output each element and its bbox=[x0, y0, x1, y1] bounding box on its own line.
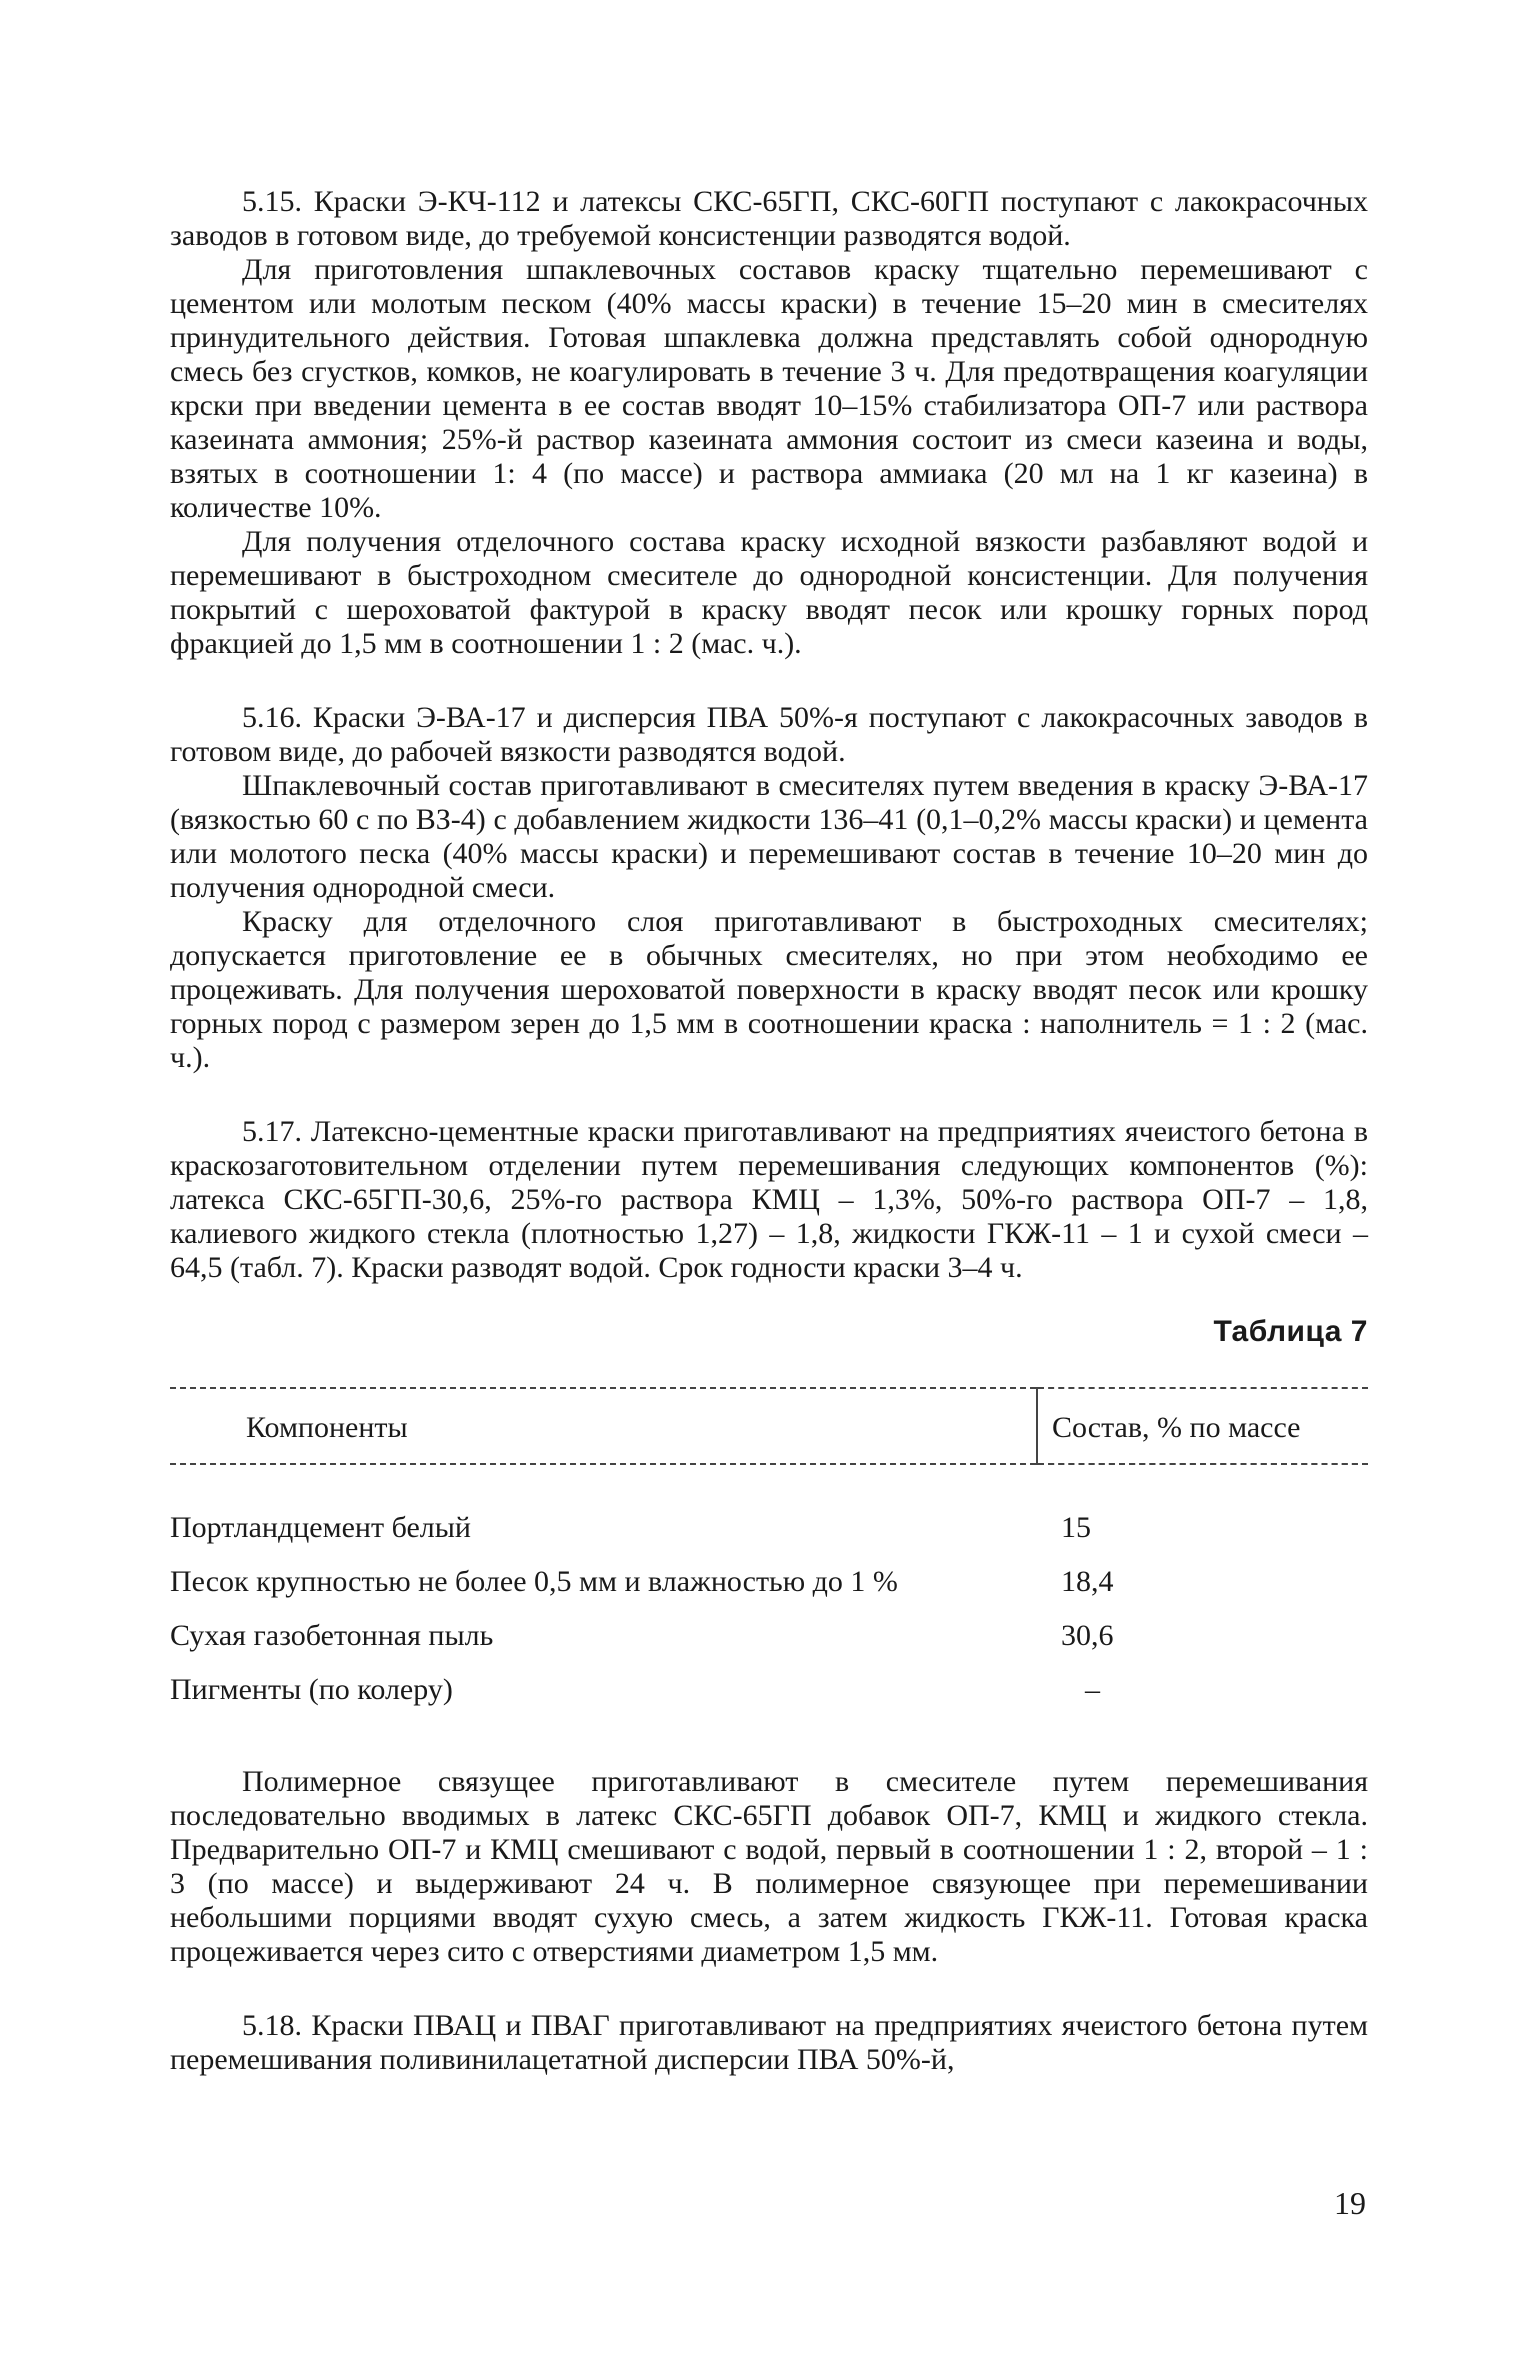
table-header-components: Компоненты bbox=[170, 1388, 1037, 1464]
section-5-18-paragraph-1: 5.18. Краски ПВАЦ и ПВАГ приготавливают на предприятиях ячеистого бетона путем перемешивания поливинилацетатной дисперсии ПВА 50%-й, bbox=[170, 2009, 1368, 2076]
section-5-15-paragraph-3: Для получения отделочного состава краску исходной вязкости разбавляют водой и перемешивают в быстроходном смесителе до однородной консистенции. Для получения покрытий с шероховатой фактурой в краску вводят песок или крошку горных пород фракцией до 1,5 мм в соотношении 1 : 2 (мас. ч.). bbox=[170, 525, 1368, 660]
components-table bbox=[170, 1387, 1368, 1727]
table-cell-value: 18,4 bbox=[1061, 1565, 1114, 1598]
table-row bbox=[170, 1619, 1368, 1673]
table-header-composition: Состав, % по массе bbox=[1037, 1388, 1368, 1464]
table-cell-component: Сухая газобетонная пыль bbox=[170, 1619, 494, 1652]
page-number: 19 bbox=[1334, 2185, 1366, 2221]
table-header-row bbox=[170, 1388, 1368, 1464]
section-5-16-paragraph-3: Краску для отделочного слоя приготавливают в быстроходных смесителях; допускается приготовление ее в обычных смесителях, но при этом необходимо ее процеживать. Для получения шероховатой поверхности в краску вводят песок или крошку горных пород с размером зерен до 1,5 мм в соотношении краска : наполнитель = 1 : 2 (мас. ч.). bbox=[170, 905, 1368, 1074]
table-caption: Таблица 7 bbox=[1213, 1315, 1368, 1348]
table-cell-value: 15 bbox=[1061, 1511, 1091, 1544]
table-cell-component: Портландцемент белый bbox=[170, 1511, 471, 1544]
table-row bbox=[170, 1464, 1368, 1565]
table-cell-component: Песок крупностью не более 0,5 мм и влажностью до 1 % bbox=[170, 1565, 898, 1598]
table-cell-value: 30,6 bbox=[1061, 1619, 1114, 1652]
section-5-17-paragraph-1: 5.17. Латексно-цементные краски приготавливают на предприятиях ячеистого бетона в краскозаготовительном отделении путем перемешивания следующих компонентов (%): латекса СКС-65ГП-30,6, 25%-го раствора КМЦ – 1,3%, 50%-го раствора ОП-7 – 1,8, калиевого жидкого стекла (плотностью 1,27) – 1,8, жидкости ГКЖ-11 – 1 и сухой смеси – 64,5 (табл. 7). Краски разводят водой. Срок годности краски 3–4 ч. bbox=[170, 1115, 1368, 1284]
section-5-16-paragraph-2: Шпаклевочный состав приготавливают в смесителях путем введения в краску Э-ВА-17 (вязкостью 60 с по ВЗ-4) с добавлением жидкости 136–41 (0,1–0,2% массы краски) и цемента или молотого песка (40% массы краски) и перемешивают состав в течение 10–20 мин до получения однородной смеси. bbox=[170, 769, 1368, 904]
table-row bbox=[170, 1673, 1368, 1727]
section-5-15-paragraph-1: 5.15. Краски Э-КЧ-112 и латексы СКС-65ГП, СКС-60ГП поступают с лакокрасочных заводов в готовом виде, до требуемой консистенции разводятся водой. bbox=[170, 185, 1368, 252]
section-5-16-paragraph-1: 5.16. Краски Э-ВА-17 и дисперсия ПВА 50%-я поступают с лакокрасочных заводов в готовом виде, до рабочей вязкости разводятся водой. bbox=[170, 701, 1368, 768]
table-row bbox=[170, 1565, 1368, 1619]
document-page bbox=[170, 185, 1368, 2077]
table-cell-component: Пигменты (по колеру) bbox=[170, 1673, 453, 1706]
after-table-paragraph: Полимерное связущее приготавливают в смесителе путем перемешивания последовательно вводимых в латекс СКС-65ГП добавок ОП-7, КМЦ и жидкого стекла. Предварительно ОП-7 и КМЦ смешивают с водой, первый в соотношении 1 : 2, второй – 1 : 3 (по массе) и выдерживают 24 ч. В полимерное связующее при перемешивании небольшими порциями вводят сухую смесь, а затем жидкость ГКЖ-11. Готовая краска процеживается через сито с отверстиями диаметром 1,5 мм. bbox=[170, 1765, 1368, 1968]
table-cell-value: – bbox=[1085, 1673, 1100, 1706]
section-5-15-paragraph-2: Для приготовления шпаклевочных составов краску тщательно перемешивают с цементом или молотым песком (40% массы краски) в течение 15–20 мин в смесителях принудительного действия. Готовая шпаклевка должна представлять собой однородную смесь без сгустков, комков, не коагулировать в течение 3 ч. Для предотвращения коагуляции крски при введении цемента в ее состав вводят 10–15% стабилизатора ОП-7 или раствора казеината аммония; 25%-й раствор казеината аммония состоит из смеси казеина и воды, взятых в соотношении 1: 4 (по массе) и раствора аммиака (20 мл на 1 кг казеина) в количестве 10%. bbox=[170, 253, 1368, 524]
